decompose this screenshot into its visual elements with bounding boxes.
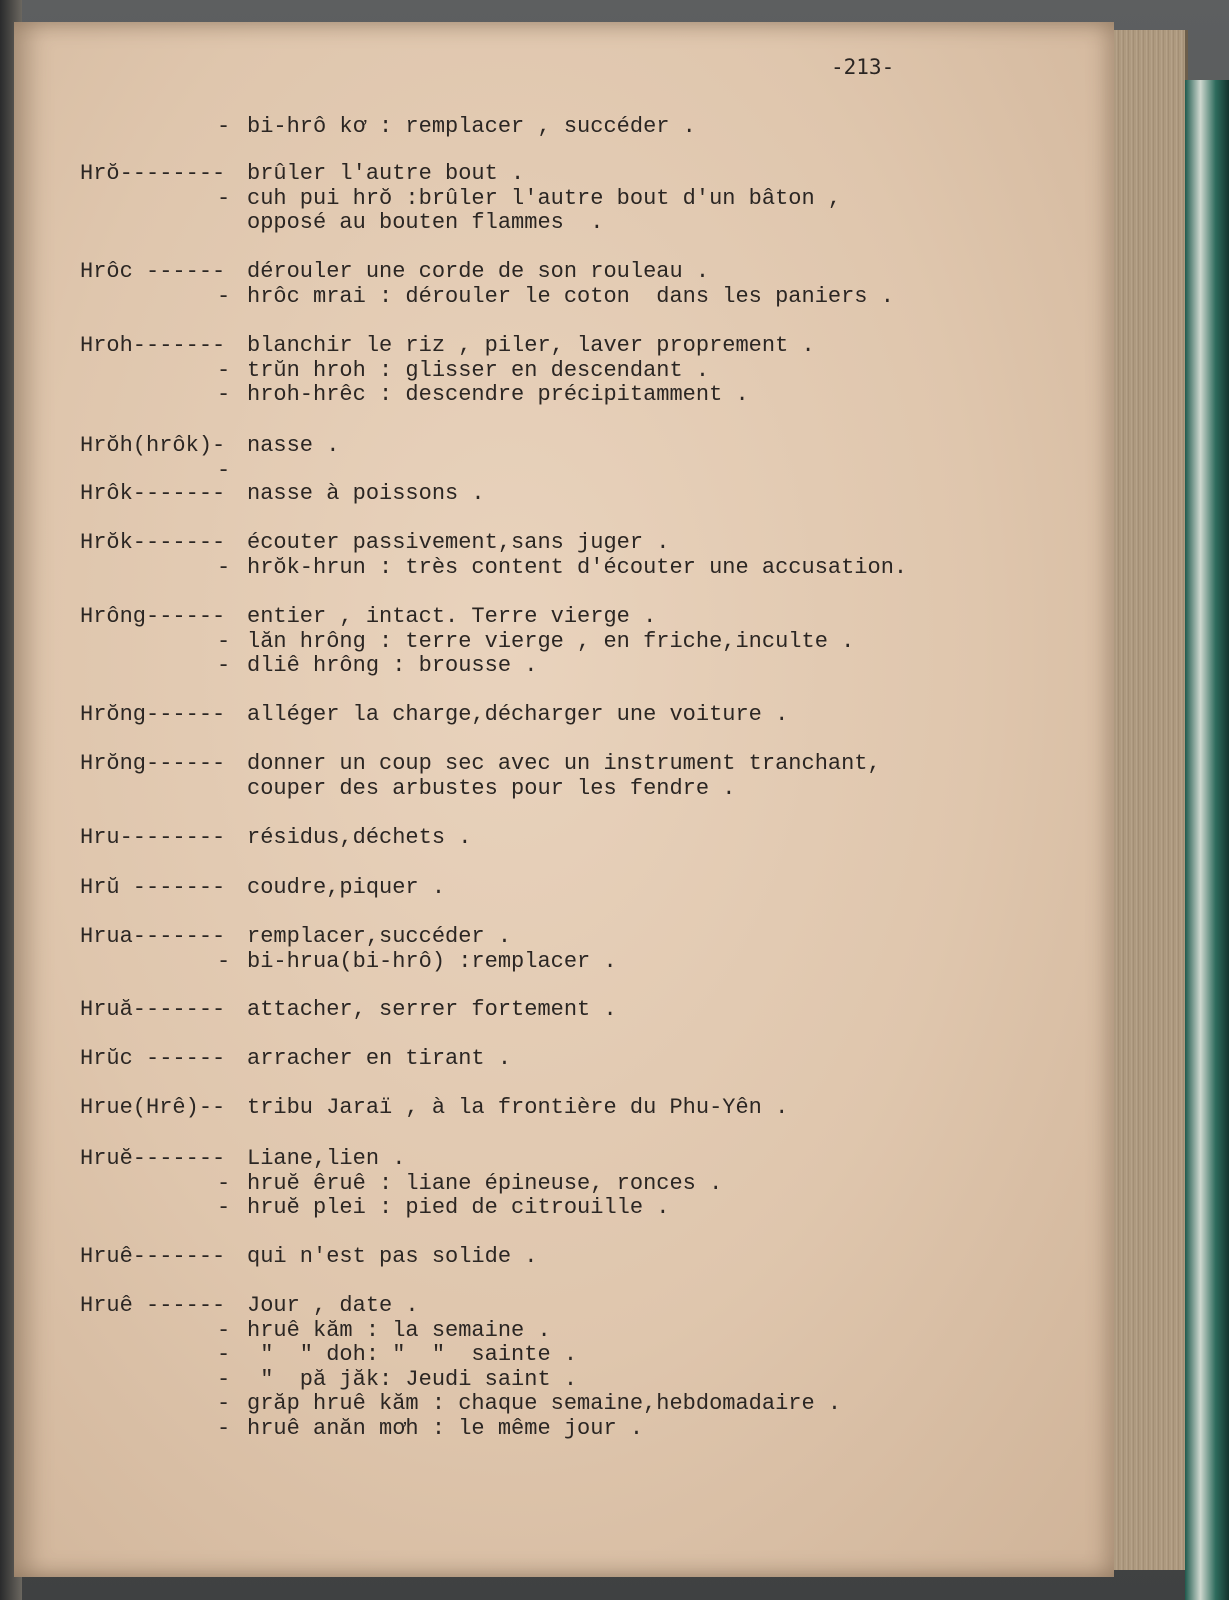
entry-line [14,949,1114,974]
headword: Hruê ------ [80,1293,226,1318]
line-text: attacher, serrer fortement . [247,997,617,1022]
entry [14,924,1114,973]
entry-line [14,530,1114,555]
dictionary-entries [14,22,1114,1577]
line-text: nasse . [247,433,340,458]
entry-line [14,433,1114,458]
entry-line [14,653,1114,678]
entry [14,114,1114,139]
headword: Hrŏng------ [80,702,226,727]
line-dash: - [217,1317,231,1343]
entry [14,1095,1114,1120]
entry-line [14,1318,1114,1343]
entry-line [14,924,1114,949]
entry-line [14,1367,1114,1392]
line-text: hroh-hrêc : descendre précipitamment . [247,382,749,407]
line-text: résidus,déchets . [247,825,472,850]
line-dash: - [217,185,231,211]
entry-line [14,1342,1114,1367]
entry [14,1244,1114,1269]
entry-line [14,997,1114,1022]
line-dash: - [217,382,231,407]
headword: Hruĕ------- [80,1146,226,1171]
entry-line [14,825,1114,850]
entry [14,333,1114,407]
entry-line [14,114,1114,139]
line-text: Liane,lien . [247,1146,406,1171]
page-number: -213- [831,55,895,79]
entry-line [14,1244,1114,1269]
entry-line [14,210,1114,235]
book-cover-edge [1185,80,1229,1600]
entry-line [14,161,1114,186]
entry-line [14,1171,1114,1196]
entry [14,259,1114,308]
headword: Hruă------- [80,997,226,1022]
line-text: hruĕ plei : pied de citrouille . [247,1195,670,1220]
line-dash: - [217,1170,231,1196]
line-dash: - [217,653,231,678]
entry-line [14,1195,1114,1220]
entry [14,161,1114,235]
line-text: qui n'est pas solide . [247,1244,538,1269]
headword: Hruê------- [80,1244,226,1269]
headword: Hru-------- [80,825,226,850]
headword: Hrôc ------ [80,259,226,284]
line-text: dérouler une corde de son rouleau . [247,259,710,284]
line-text: opposé au bouten flammes . [247,210,604,235]
line-text: hrŏk-hrun : très content d'écouter une accusation. [247,554,908,580]
line-dash: - [217,1366,231,1392]
line-dash: - [217,1195,231,1220]
entry-line [14,186,1114,211]
line-text: nasse à poissons . [247,481,485,506]
line-text: hruĕ êruê : liane épineuse, ronces . [247,1170,723,1196]
entry-line [14,555,1114,580]
line-text: hruê anăn mơh : le même jour . [247,1415,644,1441]
headword: Hrŏk------- [80,530,226,555]
entry-line [14,751,1114,776]
line-text: hruê kăm : la semaine . [247,1317,551,1343]
line-text: trŭn hroh : glisser en descendant . [247,357,710,383]
line-dash: - [217,948,231,974]
headword: Hrue(Hrê)-- [80,1095,226,1120]
line-text: bi-hrô kơ : remplacer , succéder . [247,114,696,139]
entry [14,825,1114,850]
line-dash: - [217,283,231,309]
line-text: tribu Jaraï , à la frontière du Phu-Yên . [247,1095,789,1120]
entry [14,530,1114,579]
line-text: grăp hruê kăm : chaque semaine,hebdomadaire . [247,1391,842,1416]
line-text: alléger la charge,décharger une voiture . [247,702,789,727]
entry-line [14,458,1114,483]
line-text: entier , intact. Terre vierge . [247,604,657,629]
headword: Hroh------- [80,333,226,358]
line-text: donner un coup sec avec un instrument tranchant, [247,751,881,776]
line-dash: - [217,114,231,139]
headword: Hrôk------- [80,481,226,506]
entry-line [14,1293,1114,1318]
line-text: " pă jăk: Jeudi saint . [247,1366,578,1392]
entry-line [14,481,1114,506]
line-text: hrôc mrai : dérouler le coton dans les paniers . [247,283,894,309]
entry [14,433,1114,482]
entry [14,997,1114,1022]
line-dash: - [217,357,231,383]
headword: Hrông------ [80,604,226,629]
entry-line [14,1046,1114,1071]
line-text: " " doh: " " sainte . [247,1342,578,1367]
line-text: couper des arbustes pour les fendre . [247,775,736,801]
entry-line [14,358,1114,383]
headword: Hrŭc ------ [80,1046,226,1071]
entry-line [14,1416,1114,1441]
entry-line [14,875,1114,900]
entry-line [14,702,1114,727]
headword: Hrŏng------ [80,751,226,776]
entry [14,1293,1114,1440]
entry [14,751,1114,800]
headword: Hrua------- [80,924,226,949]
entry [14,1146,1114,1220]
entry [14,1046,1114,1071]
line-text: arracher en tirant . [247,1046,512,1071]
line-text: cuh pui hrŏ :brûler l'autre bout d'un bâton , [247,185,842,211]
entry [14,702,1114,727]
line-dash: - [217,1415,231,1441]
line-dash: - [217,1342,231,1367]
line-text: dliê hrông : brousse . [247,653,538,678]
headword: Hrŭ ------- [80,875,226,900]
line-dash: - [217,457,231,483]
entry-line [14,776,1114,801]
entry-line [14,259,1114,284]
entry-line [14,284,1114,309]
entry-line [14,382,1114,407]
entry-line [14,1391,1114,1416]
line-text: coudre,piquer . [247,875,446,900]
line-dash: - [217,628,231,654]
line-text: Jour , date . [247,1293,419,1318]
line-text: écouter passivement,sans juger . [247,530,670,555]
line-text: blanchir le riz , piler, laver proprement . [247,333,815,358]
dictionary-page [14,22,1114,1577]
entry [14,481,1114,506]
line-text: lăn hrông : terre vierge , en friche,inculte . [247,628,855,654]
entry-line [14,629,1114,654]
entry [14,875,1114,900]
entry [14,604,1114,678]
entry-line [14,604,1114,629]
line-text: remplacer,succéder . [247,924,512,949]
line-text: brûler l'autre bout . [247,161,525,186]
entry-line [14,333,1114,358]
line-dash: - [217,554,231,580]
line-dash: - [217,1391,231,1416]
headword: Hrŏh(hrôk)- [80,433,226,458]
entry-line [14,1095,1114,1120]
headword: Hrŏ-------- [80,161,226,186]
line-text: bi-hrua(bi-hrô) :remplacer . [247,948,617,974]
page-edges [1105,30,1188,1570]
entry-line [14,1146,1114,1171]
